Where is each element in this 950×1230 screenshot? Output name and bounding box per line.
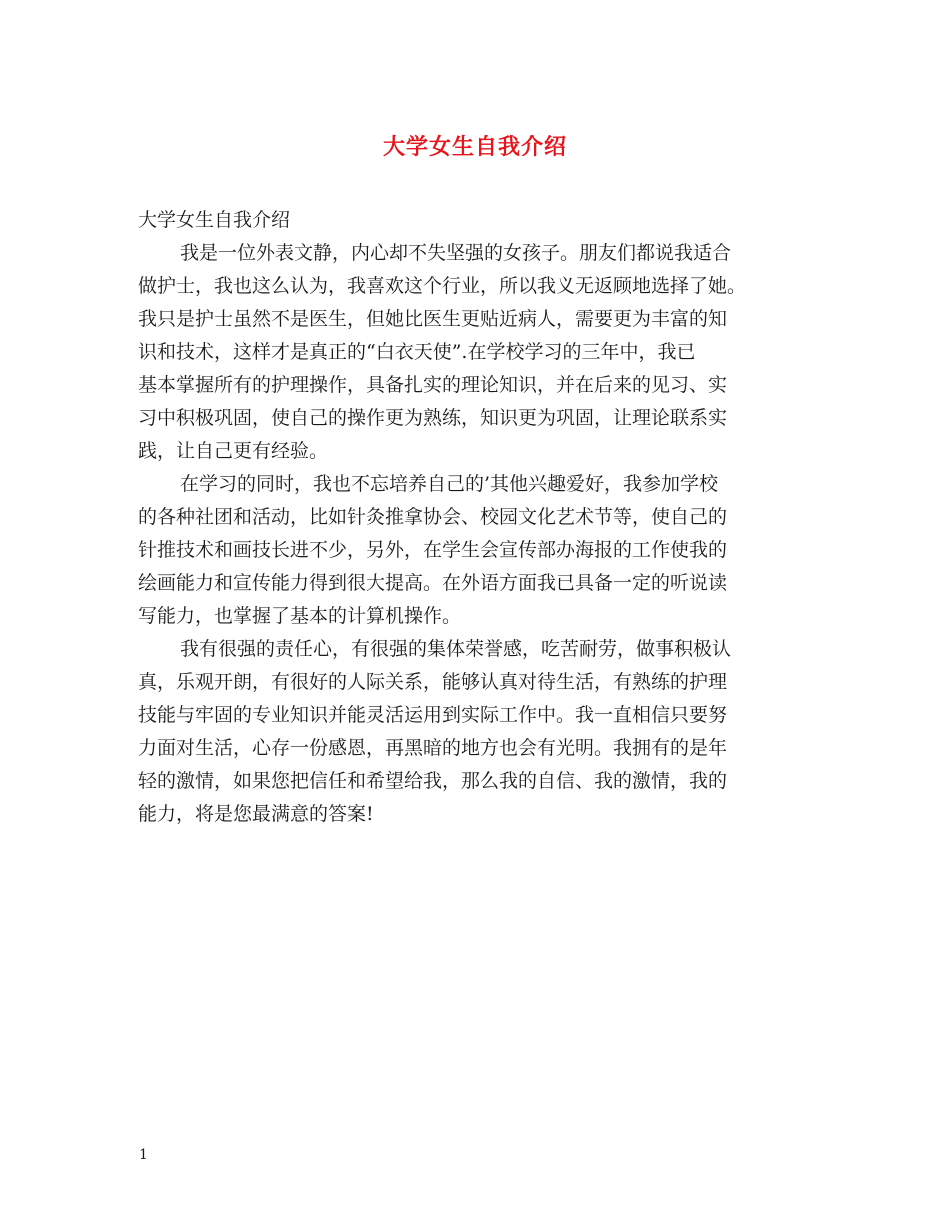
paragraph-line: 轻的激情，如果您把信任和希望给我，那么我的自信、我的激情，我的 — [138, 770, 728, 792]
section-heading: 大学女生自我介绍 — [138, 209, 291, 231]
paragraph-line: 在学习的同时，我也不忘培养自己的’其他兴趣爱好，我参加学校 — [180, 473, 719, 495]
paragraph-3 — [138, 633, 813, 831]
paragraph-line: 我有很强的责任心，有很强的集体荣誉感，吃苦耐劳，做事积极认 — [180, 638, 732, 660]
paragraph-line: 写能力，也掌握了基本的计算机操作。 — [138, 605, 462, 627]
document-body — [138, 204, 813, 831]
paragraph-line: 的各种社团和活动，比如针灸推拿协会、校园文化艺术节等，使自己的 — [138, 506, 728, 528]
paragraph-2 — [138, 468, 813, 633]
paragraph-1 — [138, 237, 813, 468]
paragraph-line: 真，乐观开朗，有很好的人际关系，能够认真对待生活，有熟练的护理 — [138, 671, 728, 693]
paragraph-line: 能力，将是您最满意的答案! — [138, 803, 374, 825]
paragraph-line: 绘画能力和宣传能力得到很大提高。在外语方面我已具备一定的听说读 — [138, 572, 728, 594]
document-title: 大学女生自我介绍 — [382, 134, 567, 160]
paragraph-line: 践，让自己更有经验。 — [138, 440, 329, 462]
paragraph-line: 基本掌握所有的护理操作，具备扎实的理论知识，并在后来的见习、实 — [138, 374, 728, 396]
paragraph-line: 针推技术和画技长进不少，另外，在学生会宣传部办海报的工作使我的 — [138, 539, 728, 561]
paragraph-line: 习中积极巩固，使自己的操作更为熟练，知识更为巩固，让理论联系实 — [138, 407, 728, 429]
paragraph-line: 我只是护士虽然不是医生，但她比医生更贴近病人，需要更为丰富的知 — [138, 308, 728, 330]
paragraph-line: 做护士，我也这么认为，我喜欢这个行业，所以我义无返顾地选择了她。 — [138, 275, 747, 297]
paragraph-line: 识和技术，这样才是真正的“白衣天使”.在学校学习的三年中，我已 — [138, 341, 696, 363]
paragraph-line: 力面对生活，心存一份感恩，再黑暗的地方也会有光明。我拥有的是年 — [138, 737, 728, 759]
paragraph-line: 我是一位外表文静，内心却不失坚强的女孩子。朋友们都说我适合 — [180, 242, 732, 264]
page-number: 1 — [139, 1147, 148, 1163]
paragraph-line: 技能与牢固的专业知识并能灵活运用到实际工作中。我一直相信只要努 — [138, 704, 728, 726]
